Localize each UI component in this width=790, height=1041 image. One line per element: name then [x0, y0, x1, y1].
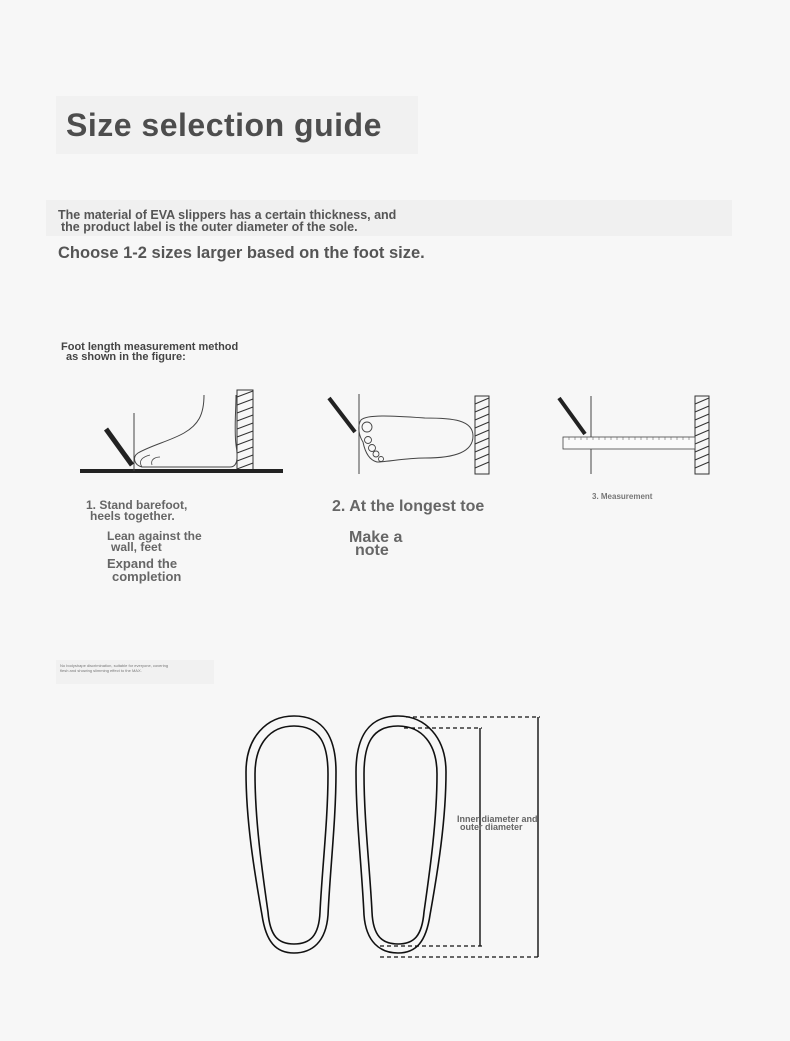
wall-hatch-2 — [475, 396, 489, 474]
foot-top-outline — [359, 416, 473, 462]
pencil-icon — [106, 429, 132, 465]
figure-side-view — [70, 385, 290, 480]
diameter-label-line2: outer diameter — [460, 822, 523, 832]
step1-line1: 1. Stand barefoot, — [86, 498, 188, 512]
wall-hatch — [237, 390, 253, 470]
figure-top-view — [325, 390, 495, 480]
expand-line1: Expand the — [107, 556, 178, 571]
note-line2: note — [355, 542, 389, 559]
intro-text-line2: the product label is the outer diameter of the sole. — [61, 220, 358, 234]
sole-diagram — [240, 710, 550, 965]
sole-left — [246, 716, 336, 953]
method-heading-line1: Foot length measurement method — [61, 341, 239, 353]
dimension-lines — [380, 717, 540, 957]
step3-label: 3. Measurement — [592, 492, 653, 501]
note-line1: Make a — [349, 529, 403, 546]
sole-right — [356, 716, 446, 953]
footnote-line1: No bodyshape discrimination, suitable for everyone, covering — [60, 663, 169, 668]
wall-hatch-3 — [695, 396, 709, 474]
foot-side-outline — [135, 395, 238, 467]
size-recommendation: Choose 1-2 sizes larger based on the foot size. — [58, 244, 425, 262]
page-title: Size selection guide — [66, 107, 382, 143]
lean-line1: Lean against the — [107, 529, 202, 543]
figure-ruler — [555, 392, 715, 477]
pencil-icon-2 — [329, 398, 355, 432]
method-heading-line2: as shown in the figure: — [66, 351, 186, 363]
pencil-icon-3 — [559, 398, 585, 434]
step2-label: 2. At the longest toe — [332, 498, 485, 515]
intro-text-line1: The material of EVA slippers has a certain thickness, and — [58, 208, 397, 222]
lean-line2: wall, feet — [111, 540, 162, 554]
footnote-line2: flesh and showing slimming effect to the MAX. — [60, 668, 142, 673]
expand-line2: completion — [112, 569, 182, 584]
step1-line2: heels together. — [90, 509, 175, 523]
diameter-label-line1: Inner diameter and — [457, 814, 538, 824]
